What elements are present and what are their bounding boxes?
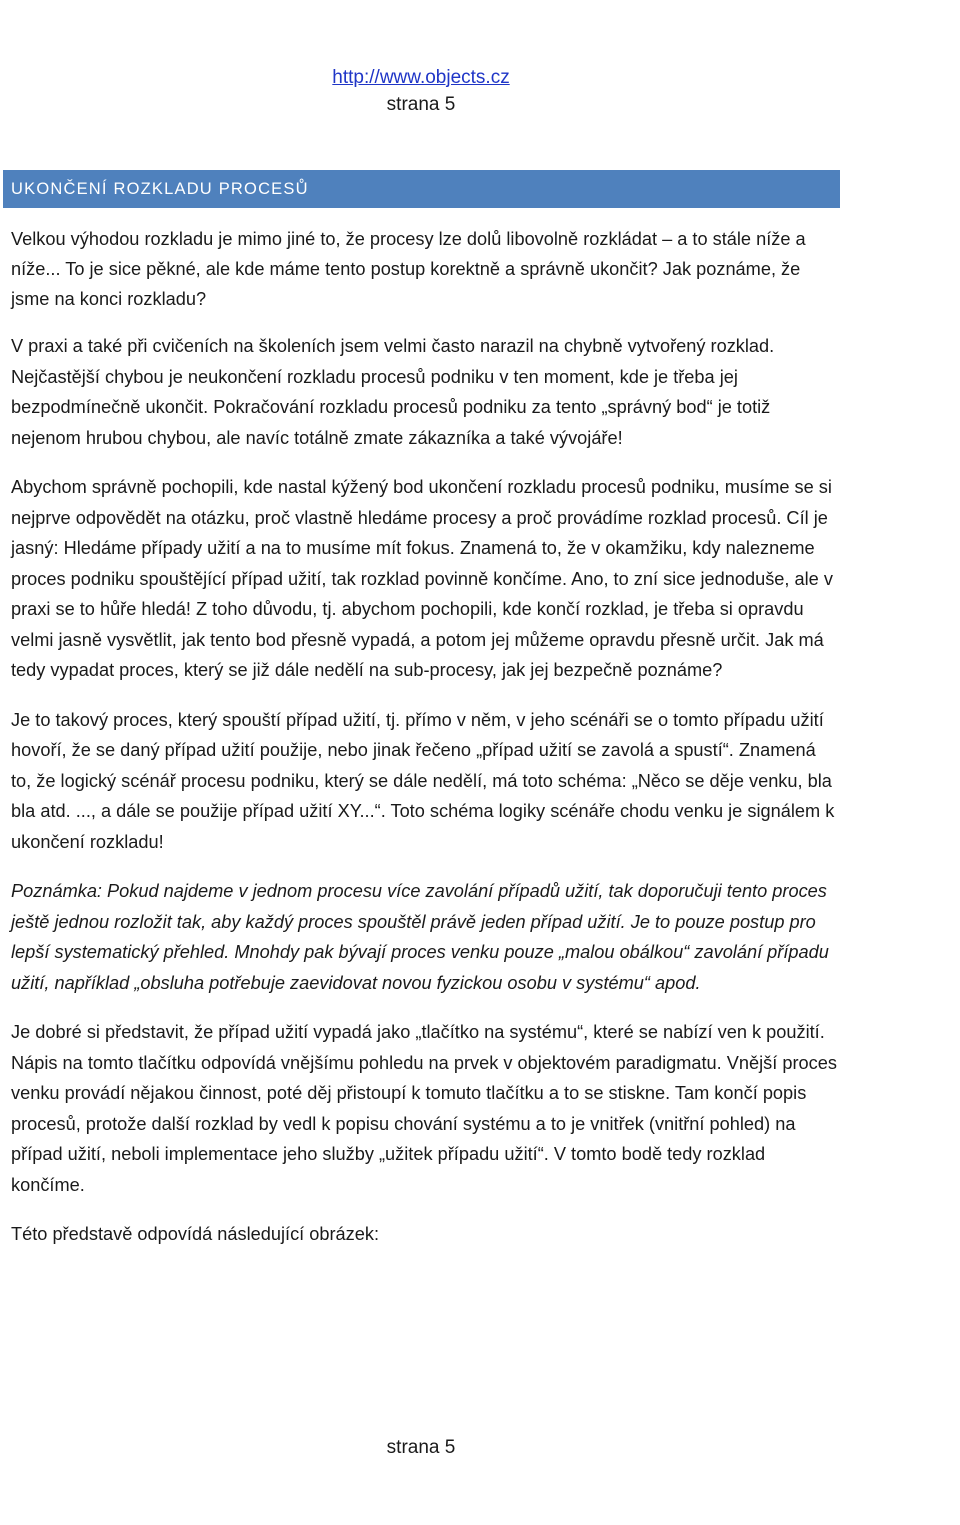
- paragraph-note: Poznámka: Pokud najdeme v jednom procesu více zavolání případů užití, tak doporučuji tento proces ještě jednou rozložit tak, aby každý proces spouštěl právě jeden případ užití. Je to pouze postup pro lepší systematický přehled. Mnohdy pak bývají proces venku pouze „malou obálkou“ zavolání případu užití, například „obsluha potřebuje zaevidovat novou fyzickou osobu v systému“ apod.: [11, 881, 829, 993]
- paragraph-figure-intro: Této představě odpovídá následující obrázek:: [11, 1224, 380, 1244]
- document-body: [11, 224, 841, 1269]
- page-footer: [0, 1434, 842, 1461]
- paragraph-definition: Je to takový proces, který spouští případ užití, tj. přímo v něm, v jeho scénáři se o tomto případu užití hovoří, že se daný případ užití použije, nebo jinak řečeno „případ užití se zavolá a spustí“. Znamená to, že logický scénář procesu podniku, který se dále nedělí, má toto schéma: „Něco se děje venku, bla bla atd. ..., a dále se použije případ užití XY...“. Toto schéma logiky scénáře chodu venku je signálem k ukončení rozkladu!: [11, 709, 835, 852]
- page-header: [0, 64, 842, 118]
- paragraph-intro: Velkou výhodou rozkladu je mimo jiné to, že procesy lze dolů libovolně rozkládat – a to stále níže a níže... To je sice pěkné, ale kde máme tento postup korektně a správně ukončit? Jak poznáme, že jsme na konci rozkladu?: [11, 229, 806, 309]
- section-title: UKONČENÍ ROZKLADU PROCESŮ: [11, 179, 309, 198]
- header-page-number: strana 5: [386, 94, 456, 115]
- footer-page-number: strana 5: [386, 1437, 456, 1458]
- paragraph-understanding: Abychom správně pochopili, kde nastal kýžený bod ukončení rozkladu procesů podniku, musíme se si nejprve odpovědět na otázku, proč vlastně hledáme procesy a proč provádíme rozklad procesů. Cíl je jasný: Hledáme případy užití a na to musíme mít fokus. Znamená to, že v okamžiku, kdy nalezneme proces podniku spouštějící případ užití, tak rozklad povinně končíme. Ano, to zní sice jednoduše, ale v praxi se to hůře hledá! Z toho důvodu, tj. abychom pochopili, kde končí rozklad, je třeba si opravdu velmi jasně vysvětlit, jak tento bod přesně vypadá, a potom jej můžeme opravdu přesně určit. Jak má tedy vypadat proces, který se již dále nedělí na sub-procesy, jak jej bezpečně poznáme?: [11, 477, 833, 680]
- section-heading-bar: [3, 170, 840, 208]
- website-link[interactable]: http://www.objects.cz: [332, 67, 510, 88]
- paragraph-practice: V praxi a také při cvičeních na školeních jsem velmi často narazil na chybně vytvořený rozklad. Nejčastější chybou je neukončení rozkladu procesů podniku v ten moment, kde je třeba jej bezpodmínečně ukončit. Pokračování rozkladu procesů podniku za tento „správný bod“ je totiž nejenom hrubou chybou, ale navíc totálně zmate zákazníka a také vývojáře!: [11, 336, 775, 448]
- paragraph-button-analogy: Je dobré si představit, že případ užití vypadá jako „tlačítko na systému“, které se nabízí ven k použití. Nápis na tomto tlačítku odpovídá vnějšímu pohledu na prvek v objektovém paradigmatu. Vnější proces venku provádí nějakou činnost, poté děj přistoupí k tomuto tlačítku a to se stiskne. Tam končí popis procesů, protože další rozklad by vedl k popisu chování systému a to je vnitřek (vnitřní pohled) na případ užití, neboli implementace jeho služby „užitek případu užití“. V tomto bodě tedy rozklad končíme.: [11, 1022, 837, 1195]
